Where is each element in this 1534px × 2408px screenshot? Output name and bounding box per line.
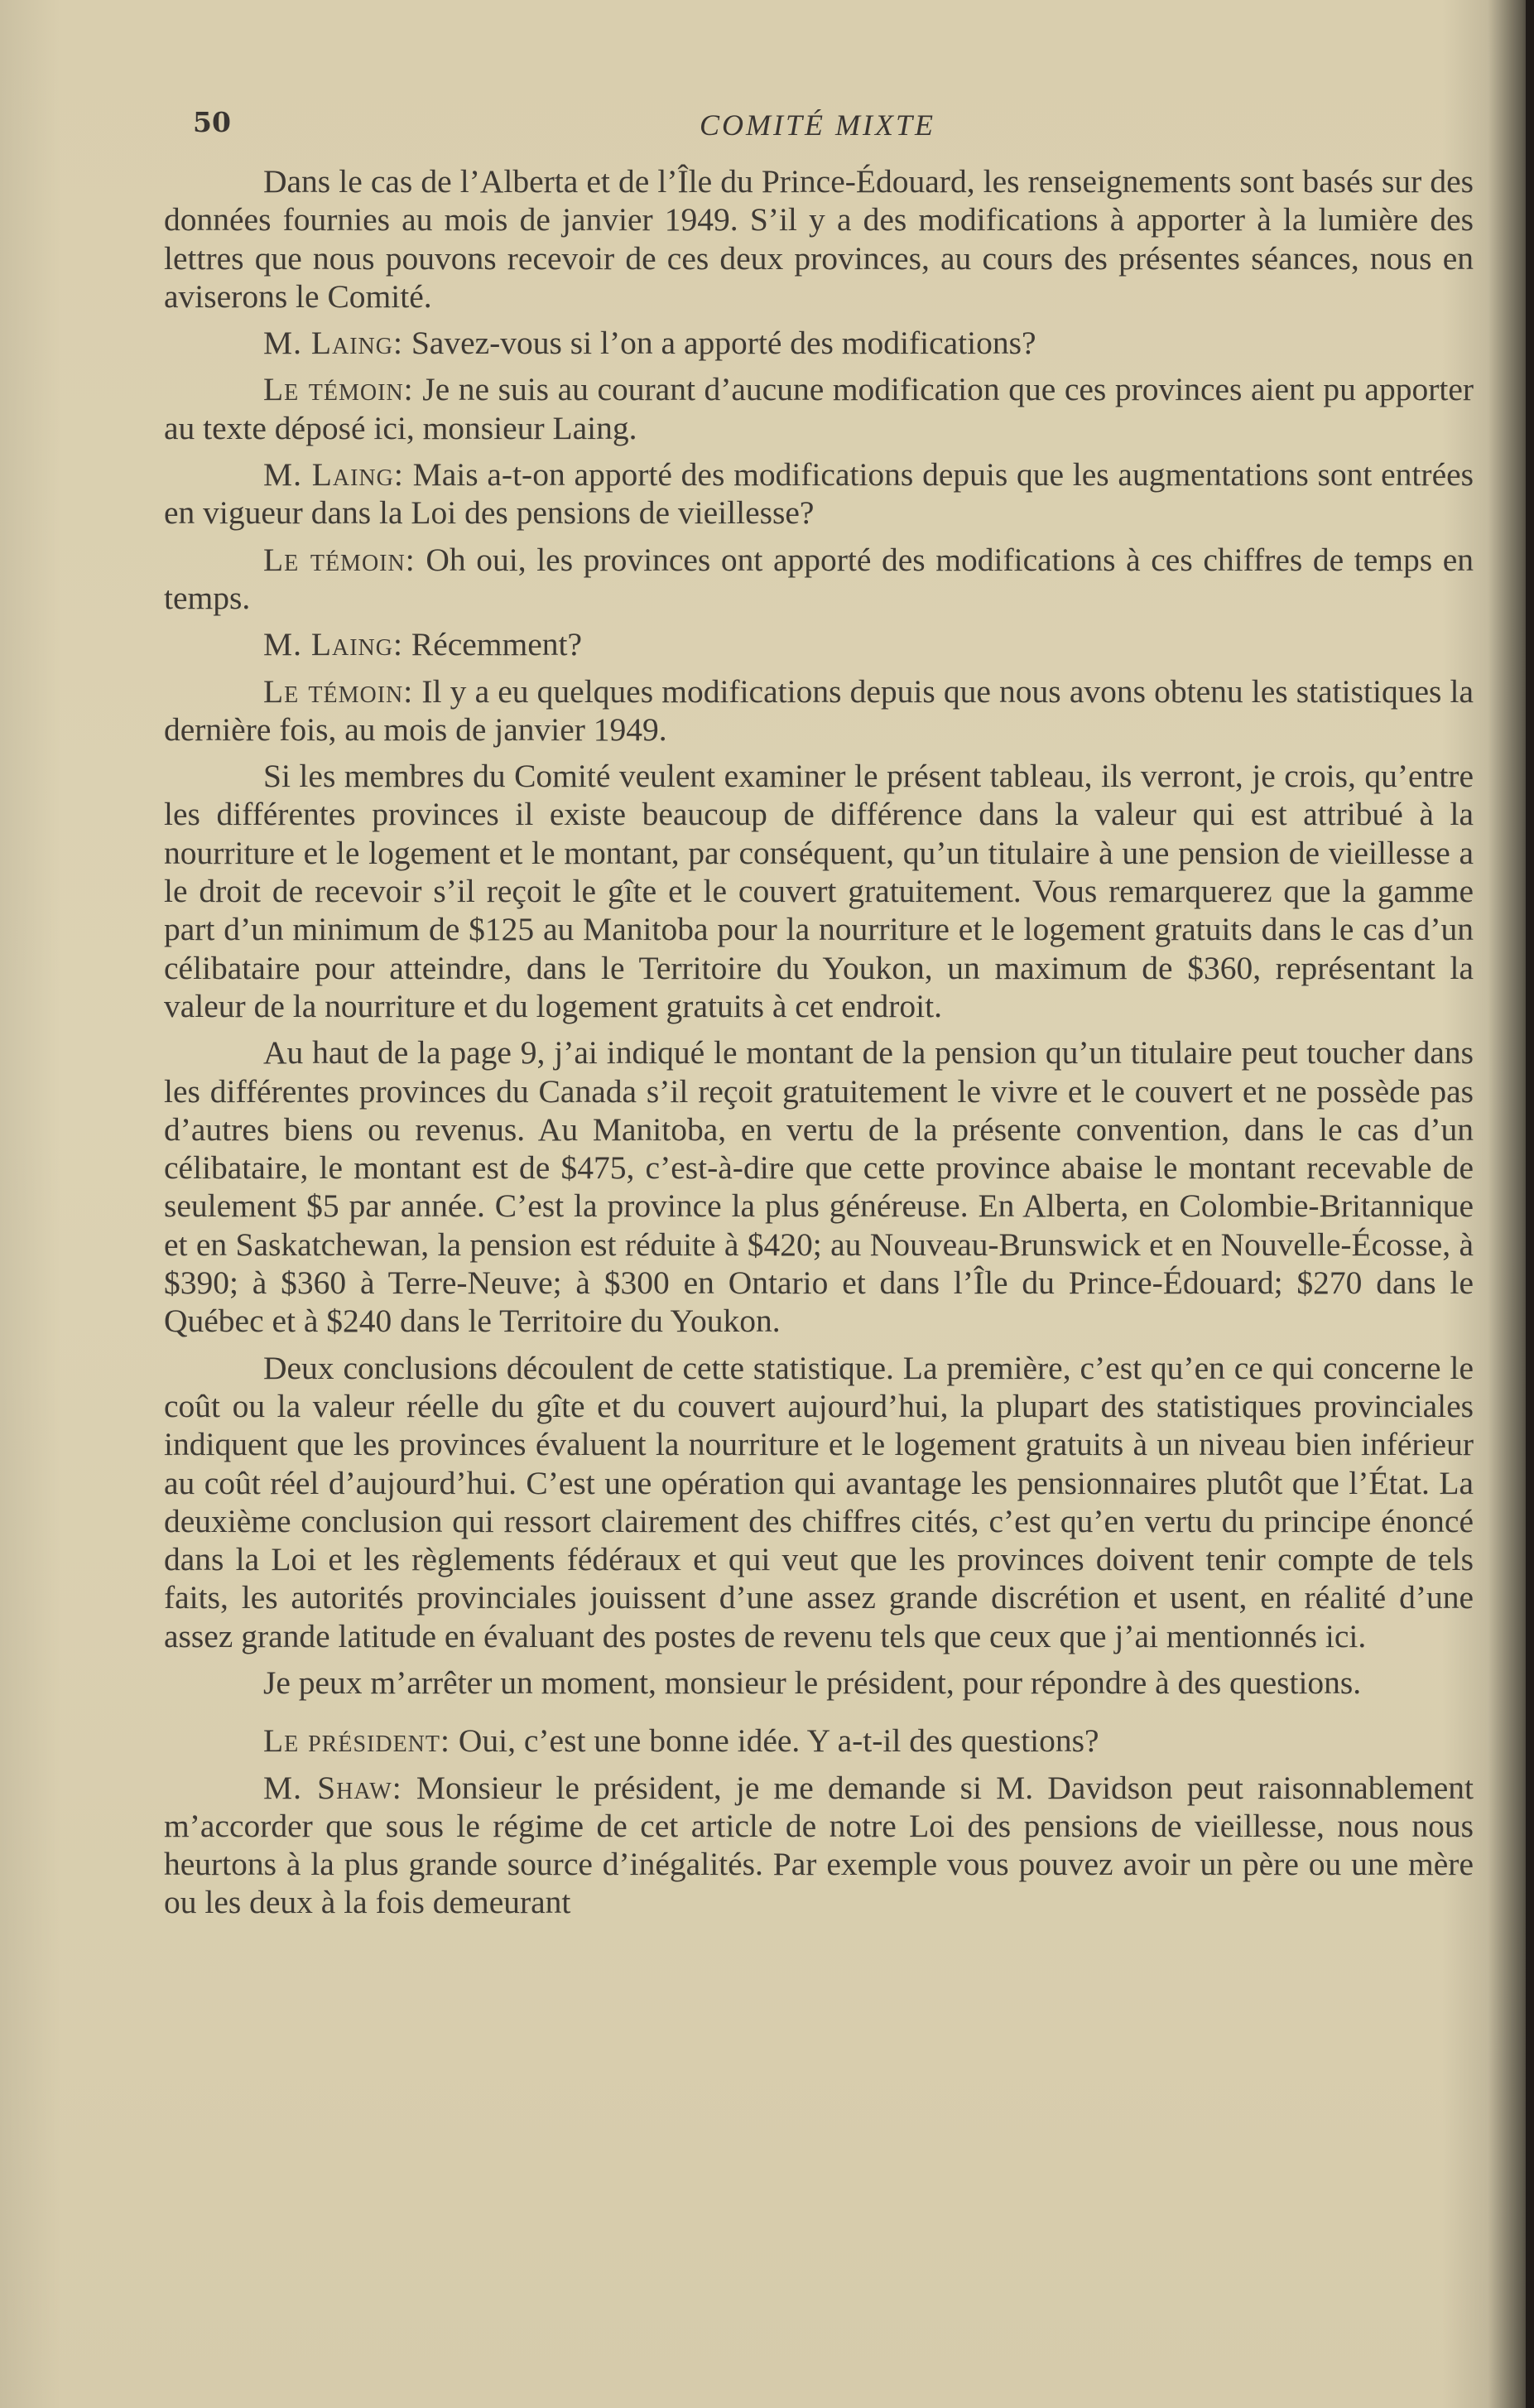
paragraph-text: Dans le cas de l’Alberta et de l’Île du Prince-Édouard, les renseignements sont basés sur des données fournies au mois de janvier 1949. S’il y a des modifications à apporter à la lumière des lettres que nous pouvons recevoir de ces deux provinces, au cours des présentes séances, nous en aviserons le Comité. bbox=[164, 163, 1474, 315]
running-title: COMITÉ MIXTE bbox=[700, 108, 935, 142]
paragraph bbox=[164, 1664, 1474, 1702]
page-header bbox=[193, 106, 1451, 156]
paragraph bbox=[164, 672, 1474, 749]
paragraph bbox=[164, 1722, 1474, 1760]
speaker-label: Le témoin: bbox=[263, 672, 414, 710]
paragraph-text: Savez-vous si l’on a apporté des modifications? bbox=[411, 325, 1036, 362]
paragraph bbox=[164, 1769, 1474, 1922]
speaker-label: Le témoin: bbox=[263, 541, 416, 578]
paragraph-text: Il y a eu quelques modifications depuis que nous avons obtenu les statistiques la dernière fois, au mois de janvier 1949. bbox=[164, 672, 1474, 748]
paragraph bbox=[164, 1349, 1474, 1655]
paragraph-text: Oui, c’est une bonne idée. Y a-t-il des questions? bbox=[458, 1722, 1099, 1760]
paragraph bbox=[164, 370, 1474, 447]
paragraph-text: Au haut de la page 9, j’ai indiqué le montant de la pension qu’un titulaire peut toucher dans les différentes provinces du Canada s’il reçoit gratuitement le vivre et le couvert et ne possède pas d’autres biens ou revenus. Au Manitoba, en vertu de la présente convention, dans le cas d’un célibataire, le montant est de $475, c’est-à-dire que cette province abaise le montant recevable de seulement $5 par année. C’est la province la plus généreuse. En Alberta, en Colombie-Britannique et en Saskatchewan, la pension est réduite à $420; au Nouveau-Brunswick et en Nouvelle-Écosse, à $390; à $360 à Terre-Neuve; à $300 en Ontario et dans l’Île du Prince-Édouard; $270 dans le Québec et à $240 dans le Territoire du Youkon. bbox=[164, 1034, 1474, 1340]
paragraph-text: Je peux m’arrêter un moment, monsieur le président, pour répondre à des questions. bbox=[263, 1664, 1362, 1701]
speaker-label: M. Laing: bbox=[263, 626, 403, 663]
speaker-label: M. Laing: bbox=[263, 456, 404, 494]
speaker-label: Le président: bbox=[263, 1722, 450, 1760]
paragraph bbox=[164, 757, 1474, 1025]
paragraph bbox=[164, 541, 1474, 618]
paragraph bbox=[164, 455, 1474, 532]
page-number: 50 bbox=[193, 106, 231, 138]
paragraph bbox=[164, 1033, 1474, 1340]
paragraph-text: Oh oui, les provinces ont apporté des modifications à ces chiffres de temps en temps. bbox=[164, 541, 1474, 616]
paragraph bbox=[164, 162, 1474, 315]
paragraph-text: Monsieur le président, je me demande si M. Davidson peut raisonnablement m’accorder que sous le régime de cet article de notre Loi des pensions de vieillesse, nous nous heurtons à la plus grande source d’inégalités. Par exemple vous pouvez avoir un père ou une mère ou les deux à la fois demeurant bbox=[164, 1769, 1474, 1921]
paragraph-text: Mais a-t-on apporté des modifications depuis que les augmentations sont entrées en vigueur dans la Loi des pensions de vieillesse? bbox=[164, 456, 1474, 532]
speaker-label: Le témoin: bbox=[263, 371, 414, 408]
body-text bbox=[164, 162, 1474, 1930]
paragraph-text: Si les membres du Comité veulent examiner le présent tableau, ils verront, je crois, qu’entre les différentes provinces il existe beaucoup de différence dans la valeur qui est attribué à la nourriture et le logement et le montant, par conséquent, qu’un titulaire à une pension de vieillesse a le droit de recevoir s’il reçoit le gîte et le couvert gratuitement. Vous remarquerez que la gamme part d’un minimum de $125 au Manitoba pour la nourriture et le logement gratuits dans le cas d’un célibataire pour atteindre, dans le Territoire du Youkon, un maximum de $360, représentant la valeur de la nourriture et du logement gratuits à cet endroit. bbox=[164, 758, 1474, 1024]
paragraph-text: Deux conclusions découlent de cette statistique. La première, c’est qu’en ce qui concerne le coût ou la valeur réelle du gîte et du couvert aujourd’hui, la plupart des statistiques provinciales indiquent que les provinces évaluent la nourriture et le logement gratuits à un niveau bien inférieur au coût réel d’aujourd’hui. C’est une opération qui avantage les pensionnaires plutôt que l’État. La deuxième conclusion qui ressort clairement des chiffres cités, c’est qu’en vertu du principe énoncé dans la Loi et les règlements fédéraux et qui veut que les provinces doivent tenir compte de tels faits, les autorités provinciales jouissent d’une assez grande discrétion et usent, en réalité d’une assez grande latitude en évaluant des postes de revenu tels que ceux que j’ai mentionnés ici. bbox=[164, 1349, 1474, 1654]
page-edge-shadow bbox=[1526, 0, 1534, 2408]
speaker-label: M. Laing: bbox=[263, 325, 403, 362]
paragraph-text: Récemment? bbox=[411, 626, 583, 663]
paragraph-text: Je ne suis au courant d’aucune modification que ces provinces aient pu apporter au texte déposé ici, monsieur Laing. bbox=[164, 371, 1474, 446]
paragraph bbox=[164, 324, 1474, 362]
speaker-label: M. Shaw: bbox=[263, 1769, 402, 1806]
paragraph bbox=[164, 625, 1474, 663]
